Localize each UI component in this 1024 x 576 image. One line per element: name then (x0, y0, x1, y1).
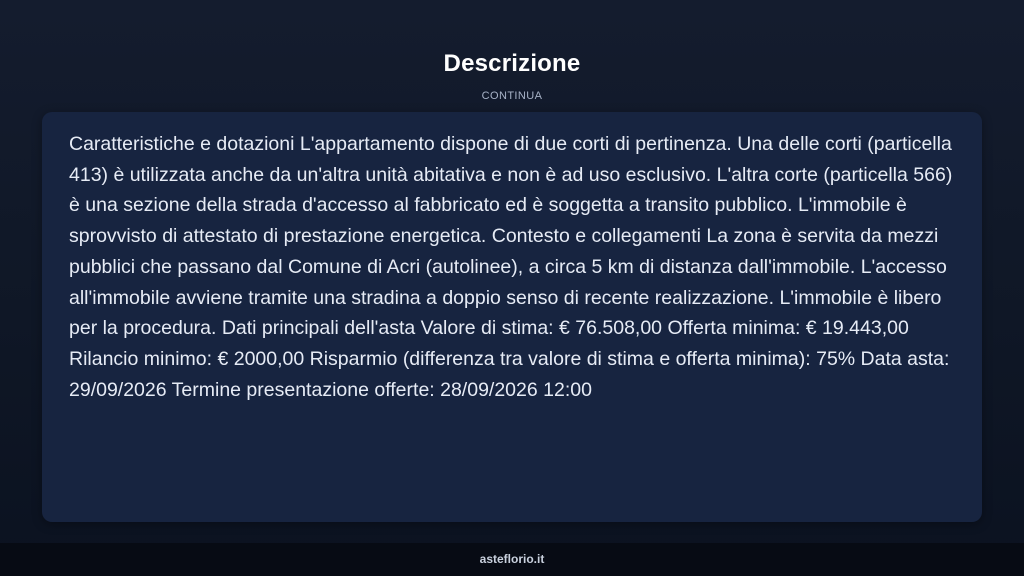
footer-bar (0, 543, 1024, 576)
continua-label: CONTINUA (481, 90, 543, 102)
page-header (0, 0, 1024, 110)
page-title: Descrizione (443, 50, 581, 77)
description-card (42, 112, 982, 522)
description-text: Caratteristiche e dotazioni L'appartamento dispone di due corti di pertinenza. Una delle corti (particella 413) è utilizzata anche da un'altra unità abitativa e non è ad uso esclusivo. L'altra corte (particella 566) è una sezione della strada d'accesso al fabbricato ed è soggetta a transito pubblico. L'immobile è sprovvisto di attestato di prestazione energetica. Contesto e collegamenti La zona è servita da mezzi pubblici che passano dal Comune di Acri (autolinee), a circa 5 km di distanza dall'immobile. L'accesso all'immobile avviene tramite una stradina a doppio senso di recente realizzazione. L'immobile è libero per la procedura. Dati principali dell'asta Valore di stima: € 76.508,00 Offerta minima: € 19.443,00 Rilancio minimo: € 2000,00 Risparmio (differenza tra valore di stima e offerta minima): 75% Data asta: 29/09/2026 Termine presentazione offerte: 28/09/2026 12:00 (69, 133, 953, 401)
site-name: asteflorio.it (479, 552, 545, 566)
